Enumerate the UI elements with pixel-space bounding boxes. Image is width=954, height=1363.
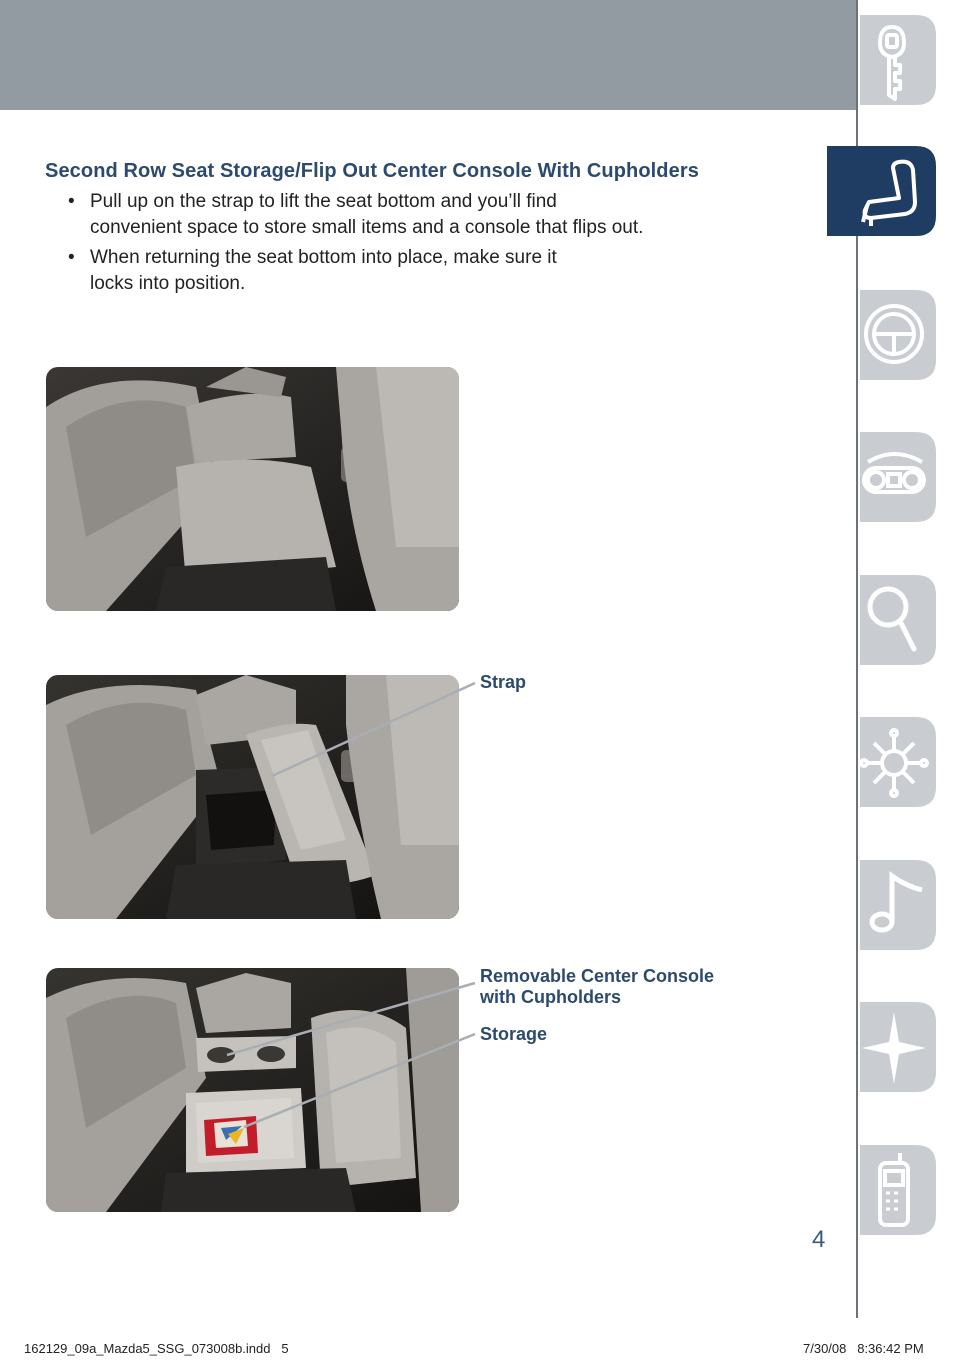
tab-navigation[interactable] [860,1002,936,1092]
page-number: 4 [812,1226,826,1253]
tab-climate[interactable] [860,717,936,807]
tab-key[interactable] [860,15,936,105]
footer-timestamp: 7/30/08 8:36:42 PM [803,1341,924,1356]
callout-center-console: Removable Center Console with Cupholders [480,966,715,1007]
instruction-list [68,189,768,301]
tab-audio[interactable] [860,860,936,950]
tab-phone[interactable] [860,1145,936,1235]
bullet-item: • When returning the seat bottom into place, make sure it locks into position. [68,245,768,297]
bullet-item: • Pull up on the strap to lift the seat bottom and you’ll find convenient space to store small items and a console that flips out. [68,189,768,241]
tab-seat[interactable] [827,146,936,236]
photo-seat-normal [46,367,459,611]
tab-steering-wheel[interactable] [860,290,936,380]
section-heading: Second Row Seat Storage/Flip Out Center Console With Cupholders [45,160,699,182]
photo-seat-lifted-strap [46,675,459,919]
tab-gauge-cluster[interactable] [860,432,936,522]
callout-strap: Strap [480,672,527,692]
steering-wheel-icon [866,306,922,362]
header-band [0,0,857,110]
callout-storage: Storage [480,1024,548,1044]
footer-file-name: 162129_09a_Mazda5_SSG_073008b.indd 5 [24,1341,289,1356]
photo-console-storage [46,968,459,1212]
tab-magnifier[interactable] [860,575,936,665]
